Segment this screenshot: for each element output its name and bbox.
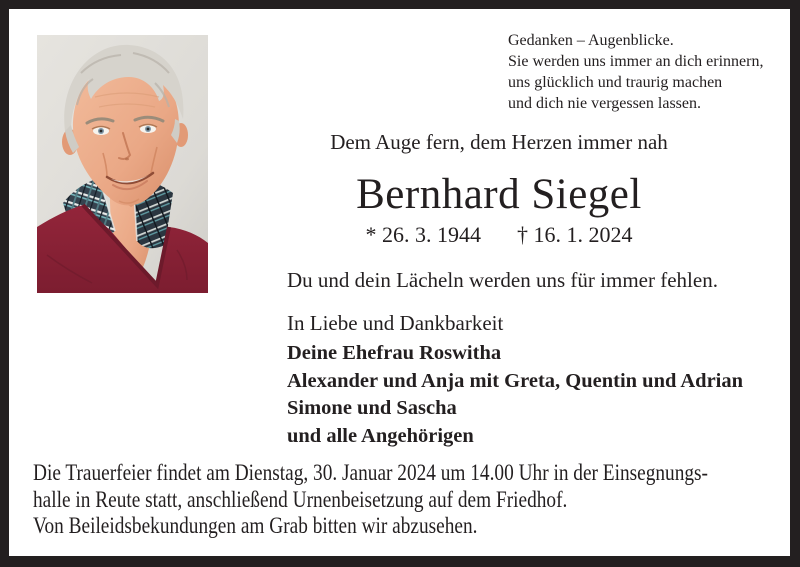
portrait-photo-icon: [37, 35, 208, 293]
deceased-name: Bernhard Siegel: [356, 171, 642, 218]
funeral-line: halle in Reute statt, anschließend Urnenbeisetzung auf dem Friedhof.: [33, 486, 568, 512]
epigraph-line: uns glücklich und traurig machen: [508, 74, 723, 91]
funeral-line: Von Beileidsbekundungen am Grab bitten wir abzusehen.: [33, 513, 478, 538]
funeral-details: [33, 460, 800, 540]
birth-date: * 26. 3. 1944: [365, 222, 481, 247]
funeral-line: Die Trauerfeier findet am Dienstag, 30. Januar 2024 um 14.00 Uhr in der Einsegnungs-: [33, 460, 708, 485]
epigraph-line: und dich nie vergessen lassen.: [508, 95, 701, 112]
farewell-line: Du und dein Lächeln werden uns für immer fehlen.: [287, 268, 718, 292]
mourner-line: Simone und Sascha: [287, 397, 457, 419]
epigraph-line: Gedanken – Augenblicke.: [508, 32, 674, 49]
mourner-line: und alle Angehörigen: [287, 424, 474, 447]
portrait-photo: [37, 35, 208, 293]
motto-line: Dem Auge fern, dem Herzen immer nah: [330, 130, 668, 154]
life-dates: [208, 222, 790, 248]
mourners-block: [287, 340, 743, 450]
epigraph-verse: [508, 30, 763, 114]
notice-card: [9, 9, 790, 556]
mourner-line: Alexander und Anja mit Greta, Quentin und Adrian: [287, 369, 744, 392]
mourner-line: Deine Ehefrau Roswitha: [287, 342, 502, 364]
closing-line: In Liebe und Dankbarkeit: [287, 311, 504, 335]
epigraph-line: Sie werden uns immer an dich erinnern,: [508, 53, 764, 70]
death-date: † 16. 1. 2024: [517, 222, 633, 247]
